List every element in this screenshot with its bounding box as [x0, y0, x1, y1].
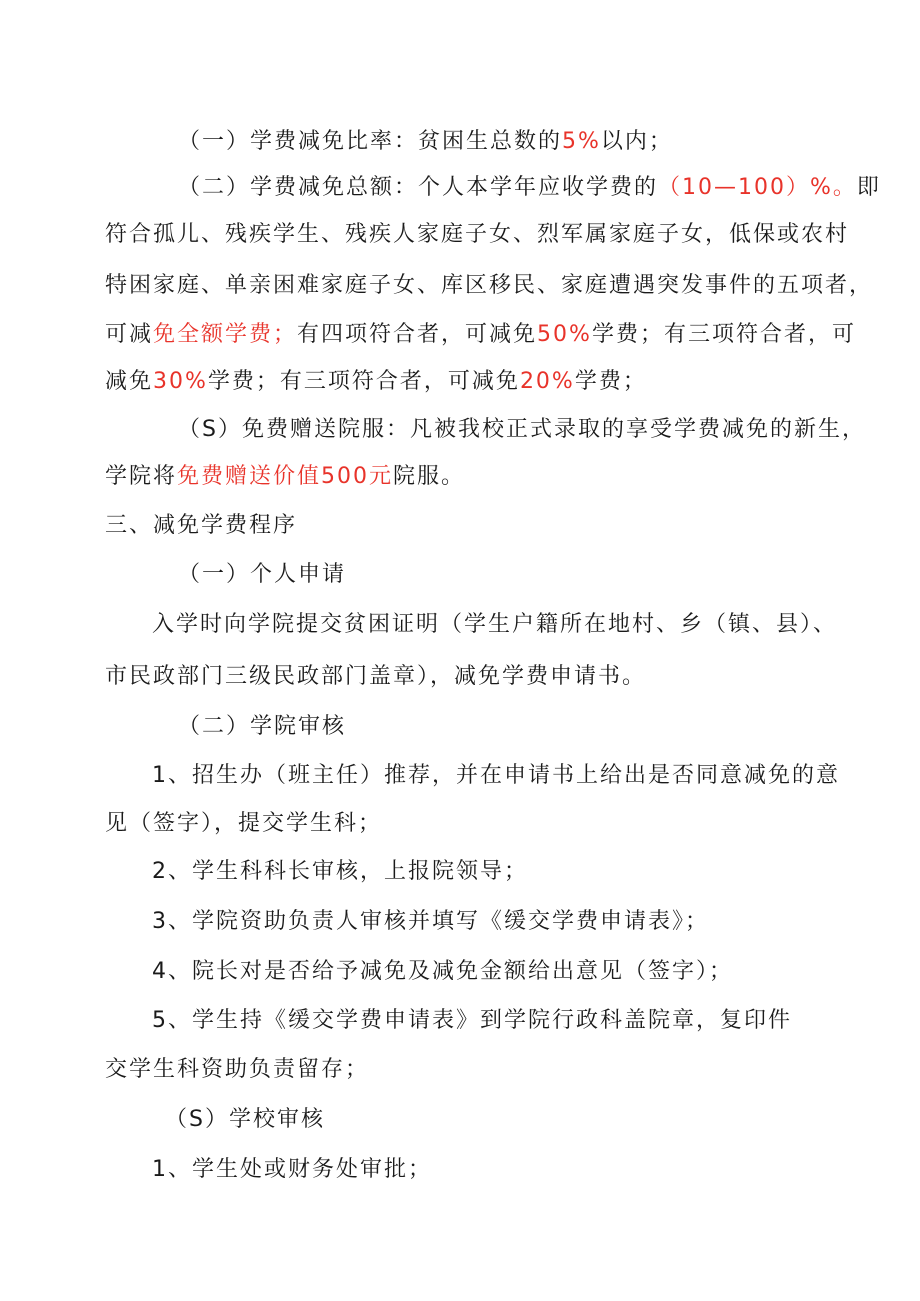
- text: 以内；: [600, 129, 673, 154]
- text: （一）个人申请: [178, 562, 347, 587]
- reduction-total-line-2: [105, 215, 850, 255]
- subsection-college-review: [178, 707, 578, 747]
- text: 2、学生科科长审核，上报院领导；: [152, 859, 528, 884]
- reduction-ratio-line: [178, 122, 778, 162]
- free-uniform-line-2: [105, 457, 818, 497]
- text: 4、院长对是否给予减免及减免金额给出意见（签字）；: [152, 959, 733, 984]
- text: 有四项符合者，可减免: [297, 322, 538, 347]
- text: 即: [856, 175, 881, 200]
- highlight-text: （10—100）%。: [658, 175, 857, 200]
- college-review-item-1-line-1: [152, 756, 840, 796]
- reduction-total-line-5: [105, 362, 818, 402]
- text: （二）学费减免总额：个人本学年应收学费的: [178, 175, 659, 200]
- highlight-text: 5%: [562, 129, 601, 154]
- personal-application-line-1: [152, 605, 838, 645]
- free-uniform-line-1: [178, 410, 866, 450]
- highlight-text: 50%: [537, 322, 592, 347]
- text: （二）学院审核: [178, 714, 347, 739]
- text: 学费；有三项符合者，可: [591, 322, 856, 347]
- text: 入学时向学院提交贫困证明（学生户籍所在地村、乡（镇、县）、: [152, 612, 838, 637]
- subsection-personal-application: [178, 555, 578, 595]
- text: 交学生科资助负责留存；: [105, 1057, 370, 1082]
- text: 1、学生处或财务处审批；: [152, 1157, 432, 1182]
- college-review-item-2: [152, 852, 818, 892]
- text: （S）免费赠送院服：凡被我校正式录取的享受学费减免的新生，: [178, 417, 866, 442]
- text: 可减: [105, 322, 154, 347]
- text: 学费；有三项符合者，可减免: [207, 369, 520, 394]
- text: 三、减免学费程序: [105, 513, 298, 538]
- text: 见（签字），提交学生科；: [105, 811, 383, 836]
- college-review-item-4: [152, 952, 818, 992]
- text: 5、学生持《缓交学费申请表》到学院行政科盖院章，复印件: [152, 1008, 792, 1033]
- text: 学院将: [105, 464, 178, 489]
- text: 减免: [105, 369, 154, 394]
- highlight-text: 免全额学费；: [153, 322, 298, 347]
- text: 学费；: [574, 369, 647, 394]
- personal-application-line-2: [105, 657, 818, 697]
- reduction-total-line-3: [105, 266, 874, 306]
- college-review-item-5-line-1: [152, 1001, 818, 1041]
- text: 院服。: [393, 464, 466, 489]
- highlight-text: 免费赠送价值500元: [177, 464, 394, 489]
- college-review-item-5-line-2: [105, 1050, 818, 1090]
- reduction-total-line-4: [105, 315, 856, 355]
- school-review-item-1: [152, 1150, 818, 1190]
- highlight-text: 20%: [519, 369, 575, 394]
- text: 特困家庭、单亲困难家庭子女、库区移民、家庭遭遇突发事件的五项者，: [105, 273, 874, 298]
- highlight-text: 30%: [153, 369, 208, 394]
- college-review-item-3: [152, 902, 818, 942]
- text: （一）学费减免比率：贫困生总数的: [178, 129, 563, 154]
- text: 1、招生办（班主任）推荐，并在申请书上给出是否同意减免的意: [152, 763, 840, 788]
- text: 市民政部门三级民政部门盖章），减免学费申请书。: [105, 664, 647, 689]
- section-heading-procedure: [105, 506, 505, 546]
- subsection-school-review: [165, 1100, 565, 1140]
- reduction-total-line-1: [178, 168, 881, 208]
- text: 3、学院资助负责人审核并填写《缓交学费申请表》；: [152, 909, 709, 934]
- text: （S）学校审核: [165, 1107, 325, 1132]
- text: 符合孤儿、残疾学生、残疾人家庭子女、烈军属家庭子女，低保或农村: [105, 222, 850, 247]
- college-review-item-1-line-2: [105, 804, 818, 844]
